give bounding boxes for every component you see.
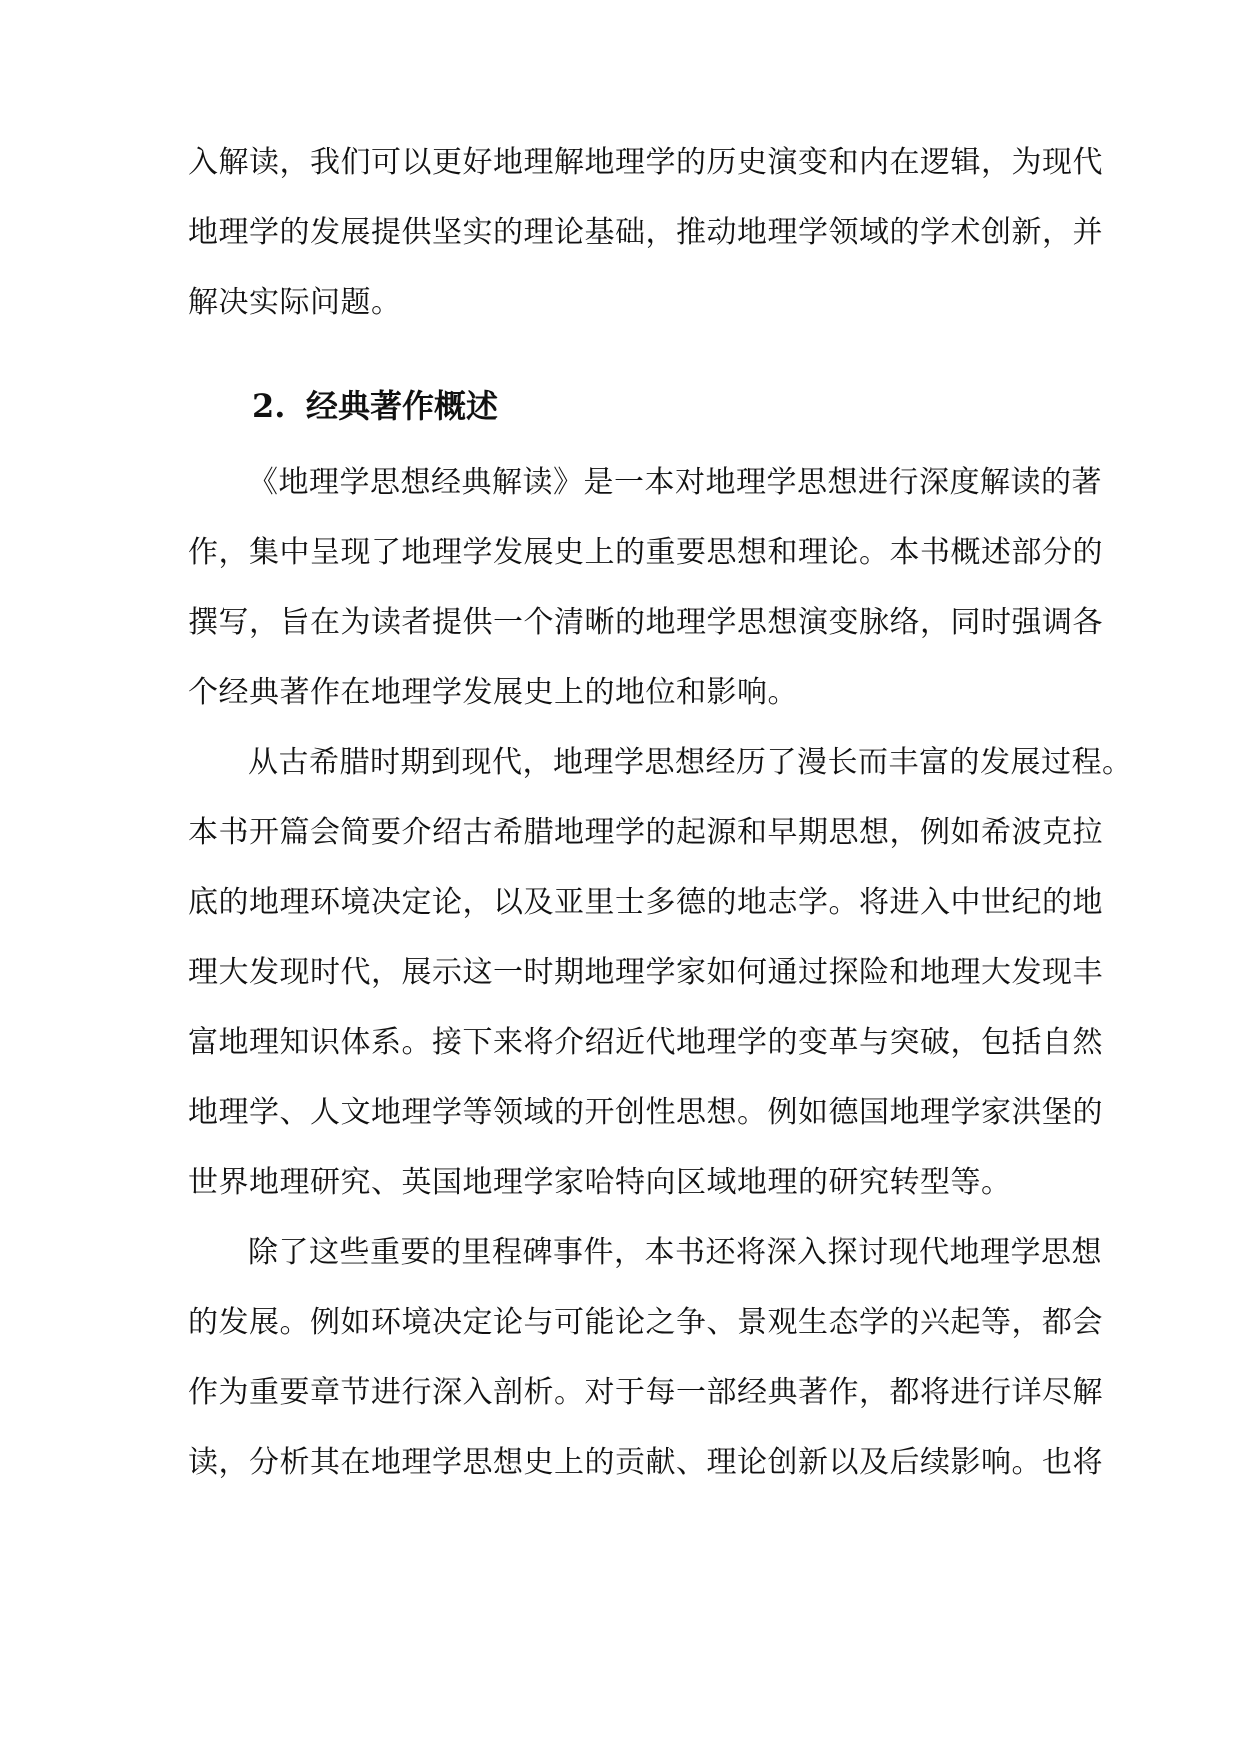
text-line: 地理学的发展提供坚实的理论基础，推动地理学领域的学术创新，并 — [188, 215, 1103, 250]
intro-paragraph — [188, 128, 1103, 338]
text-line: 的发展。例如环境决定论与可能论之争、景观生态学的兴起等，都会 — [188, 1305, 1103, 1340]
text-line: 世界地理研究、英国地理学家哈特向区域地理的研究转型等。 — [188, 1165, 1012, 1200]
text-line: 本书开篇会简要介绍古希腊地理学的起源和早期思想，例如希波克拉 — [188, 815, 1103, 850]
text-line: 除了这些重要的里程碑事件，本书还将深入探讨现代地理学思想 — [248, 1235, 1102, 1270]
text-line: 从古希腊时期到现代，地理学思想经历了漫长而丰富的发展过程。 — [248, 745, 1133, 780]
paragraph-3 — [188, 1218, 1103, 1498]
text-line: 个经典著作在地理学发展史上的地位和影响。 — [188, 675, 798, 710]
paragraph-1 — [188, 448, 1103, 728]
section-heading — [188, 374, 1054, 438]
text-line: 入解读，我们可以更好地理解地理学的历史演变和内在逻辑，为现代 — [188, 145, 1103, 180]
text-line: 撰写，旨在为读者提供一个清晰的地理学思想演变脉络，同时强调各 — [188, 605, 1103, 640]
paragraph-2 — [188, 728, 1133, 1218]
text-line: 理大发现时代，展示这一时期地理学家如何通过探险和地理大发现丰 — [188, 955, 1103, 990]
text-line: 作，集中呈现了地理学发展史上的重要思想和理论。本书概述部分的 — [188, 535, 1103, 570]
text-line: 作为重要章节进行深入剖析。对于每一部经典著作，都将进行详尽解 — [188, 1375, 1103, 1410]
text-line: 富地理知识体系。接下来将介绍近代地理学的变革与突破，包括自然 — [188, 1025, 1103, 1060]
text-line: 《地理学思想经典解读》是一本对地理学思想进行深度解读的著 — [248, 465, 1102, 500]
section-title: 经典著作概述 — [306, 387, 499, 425]
text-line: 底的地理环境决定论，以及亚里士多德的地志学。将进入中世纪的地 — [188, 885, 1103, 920]
text-line: 读，分析其在地理学思想史上的贡献、理论创新以及后续影响。也将 — [188, 1445, 1103, 1480]
section-number: 2. — [252, 387, 286, 425]
text-line: 解决实际问题。 — [188, 285, 402, 320]
document-page — [188, 128, 1133, 1498]
text-line: 地理学、人文地理学等领域的开创性思想。例如德国地理学家洪堡的 — [188, 1095, 1103, 1130]
